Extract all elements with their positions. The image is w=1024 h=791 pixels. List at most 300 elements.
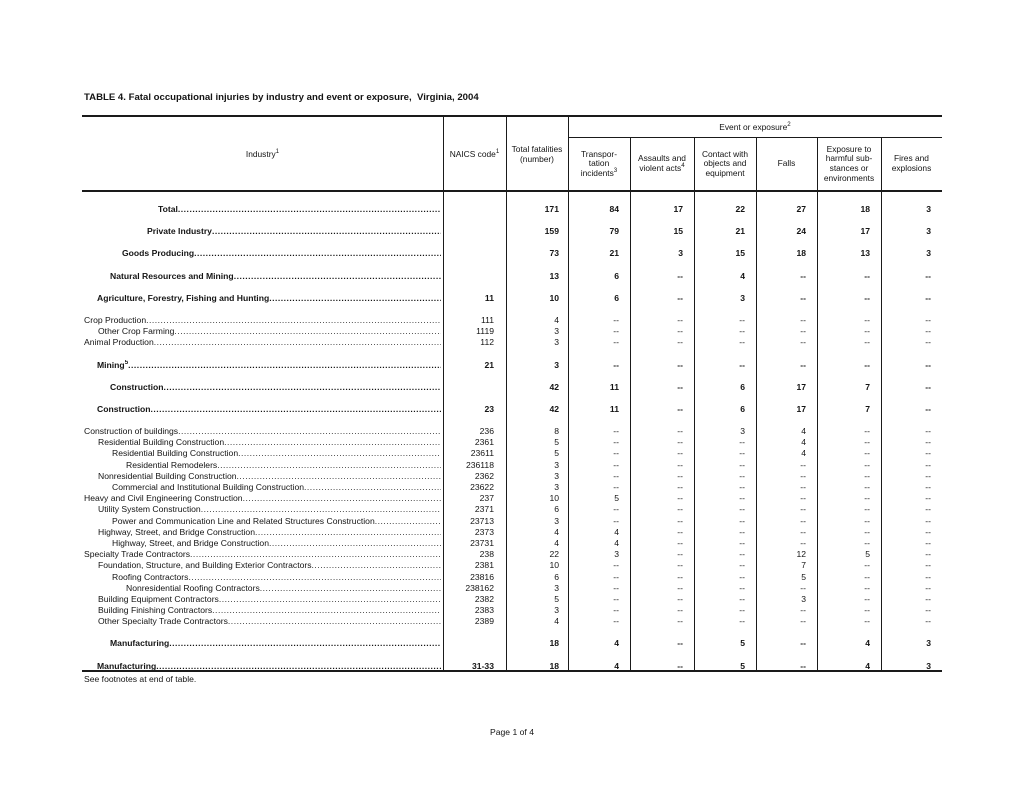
naics-code-cell: 23816 bbox=[470, 571, 494, 582]
event-value-cell: 7 bbox=[801, 560, 806, 571]
event-value-cell: -- bbox=[613, 616, 619, 627]
event-value-cell: 4 bbox=[740, 270, 745, 281]
event-value-cell: -- bbox=[925, 359, 931, 370]
table-row bbox=[82, 337, 942, 348]
total-fatalities-cell: 18 bbox=[549, 638, 559, 649]
event-value-cell: -- bbox=[677, 549, 683, 560]
event-column-headers bbox=[568, 138, 942, 190]
event-value-cell: -- bbox=[864, 482, 870, 492]
naics-code-cell bbox=[443, 382, 506, 393]
industry-cell: Highway, Street, and Bridge Construction ..... bbox=[82, 527, 443, 538]
event-value-cell: -- bbox=[800, 337, 806, 348]
industry-cell: Residential Building Construction ..... bbox=[82, 448, 443, 459]
table-row bbox=[82, 315, 942, 326]
event-value-cell: -- bbox=[800, 314, 806, 325]
event-value-cell: -- bbox=[739, 582, 745, 593]
event-value-cell: -- bbox=[677, 493, 683, 504]
event-value-cell: 27 bbox=[796, 204, 806, 214]
event-value-cell: 4 bbox=[614, 638, 619, 649]
industry-cell: Construction of buildings ..... bbox=[82, 426, 443, 437]
event-value-cell: 21 bbox=[735, 226, 745, 237]
event-value-cell: -- bbox=[925, 571, 931, 582]
event-value-cell: -- bbox=[800, 515, 806, 526]
naics-code-cell: 23611 bbox=[470, 448, 494, 459]
industry-cell: Specialty Trade Contractors ..... bbox=[82, 549, 443, 560]
event-value-cell: -- bbox=[677, 359, 683, 370]
total-fatalities-cell: 73 bbox=[549, 248, 559, 259]
event-value-cell: -- bbox=[739, 470, 745, 481]
event-value-cell: -- bbox=[677, 314, 683, 325]
total-fatalities-cell: 42 bbox=[549, 403, 559, 414]
event-value-cell: -- bbox=[925, 403, 931, 414]
column-rule bbox=[756, 137, 757, 672]
event-value-cell: -- bbox=[677, 526, 683, 537]
industry-cell: Building Equipment Contractors ..... bbox=[82, 594, 443, 605]
event-value-cell: 15 bbox=[673, 226, 683, 237]
total-fatalities-cell: 18 bbox=[549, 660, 559, 671]
event-value-cell: -- bbox=[800, 537, 806, 548]
dot-leader bbox=[201, 504, 441, 515]
dot-leader bbox=[212, 605, 441, 616]
event-value-cell: 12 bbox=[796, 549, 806, 560]
event-value-cell: -- bbox=[864, 515, 870, 526]
event-value-cell: 22 bbox=[735, 204, 745, 214]
dot-leader bbox=[237, 471, 441, 482]
naics-code-column-header: NAICS code$^1$ bbox=[449, 147, 500, 159]
event-value-cell: -- bbox=[800, 326, 806, 337]
event-value-cell: -- bbox=[864, 616, 870, 627]
total-fatalities-cell: 5 bbox=[554, 437, 559, 448]
event-value-cell: 6 bbox=[740, 381, 745, 392]
naics-code-cell: 2382 bbox=[474, 593, 494, 604]
event-value-cell: -- bbox=[677, 337, 683, 348]
event-value-cell: -- bbox=[864, 593, 870, 604]
event-value-cell: -- bbox=[739, 448, 745, 459]
industry-cell: Heavy and Civil Engineering Construction ..... bbox=[82, 493, 443, 504]
event-value-cell: -- bbox=[800, 582, 806, 593]
total-fatalities-cell: 10 bbox=[549, 493, 559, 504]
event-value-cell: -- bbox=[864, 437, 870, 448]
event-column-header: Contact with objects and equipment bbox=[701, 148, 749, 178]
table-row bbox=[82, 271, 942, 282]
table-row bbox=[82, 248, 942, 259]
dot-leader bbox=[243, 493, 441, 504]
event-value-cell: 3 bbox=[678, 248, 683, 259]
footnote-marker: 1 bbox=[495, 147, 500, 155]
event-value-cell: -- bbox=[800, 660, 806, 671]
table-row bbox=[82, 638, 942, 649]
total-fatalities-cell: 4 bbox=[554, 526, 559, 537]
event-value-cell: -- bbox=[739, 515, 745, 526]
event-value-cell: -- bbox=[864, 426, 870, 437]
industry-cell: Nonresidential Roofing Contractors ..... bbox=[82, 583, 443, 594]
event-value-cell: -- bbox=[800, 359, 806, 370]
table-row bbox=[82, 527, 942, 538]
naics-code-cell: 23622 bbox=[470, 482, 494, 492]
event-value-cell: -- bbox=[739, 605, 745, 616]
event-value-cell: -- bbox=[677, 292, 683, 303]
table-row bbox=[82, 471, 942, 482]
industry-cell: Other Specialty Trade Contractors ..... bbox=[82, 616, 443, 627]
dot-leader bbox=[238, 448, 441, 459]
event-value-cell: -- bbox=[739, 359, 745, 370]
event-value-cell: 3 bbox=[926, 226, 931, 237]
industry-cell: Residential Building Construction ..... bbox=[82, 437, 443, 448]
event-value-cell: 11 bbox=[609, 381, 619, 392]
dot-leader bbox=[228, 616, 441, 627]
naics-code-cell: 2361 bbox=[474, 437, 494, 448]
dot-leader bbox=[174, 326, 441, 337]
table-row bbox=[82, 572, 942, 583]
dot-leader bbox=[375, 516, 441, 527]
event-value-cell: 6 bbox=[614, 270, 619, 281]
event-value-cell: -- bbox=[925, 482, 931, 492]
event-value-cell: -- bbox=[613, 515, 619, 526]
event-value-cell: 4 bbox=[801, 437, 806, 448]
column-rule bbox=[630, 137, 631, 672]
naics-code-cell: 2371 bbox=[474, 504, 494, 515]
naics-code-cell: 237 bbox=[479, 493, 494, 504]
event-value-cell: -- bbox=[677, 605, 683, 616]
naics-code-cell: 23713 bbox=[470, 515, 494, 526]
event-value-cell: 3 bbox=[926, 248, 931, 259]
naics-code-cell: 11 bbox=[484, 292, 494, 303]
event-value-cell: -- bbox=[864, 470, 870, 481]
table-row bbox=[82, 426, 942, 437]
event-value-cell: -- bbox=[677, 426, 683, 437]
event-value-cell: -- bbox=[864, 314, 870, 325]
event-value-cell: 4 bbox=[614, 526, 619, 537]
industry-cell: Construction ..... bbox=[82, 404, 443, 415]
table-body bbox=[82, 192, 942, 672]
total-fatalities-cell: 3 bbox=[554, 359, 559, 370]
dot-leader bbox=[178, 426, 441, 437]
total-fatalities-cell: 5 bbox=[554, 593, 559, 604]
naics-code-cell: 2383 bbox=[474, 605, 494, 616]
event-value-cell: -- bbox=[613, 571, 619, 582]
event-value-cell: -- bbox=[677, 616, 683, 627]
event-value-cell: -- bbox=[739, 326, 745, 337]
event-value-cell: 11 bbox=[609, 403, 619, 414]
table-row bbox=[82, 583, 942, 594]
event-value-cell: -- bbox=[925, 493, 931, 504]
event-value-cell: -- bbox=[864, 605, 870, 616]
page-number: Page 1 of 4 bbox=[490, 727, 534, 737]
event-value-cell: -- bbox=[800, 493, 806, 504]
industry-cell: Residential Remodelers ..... bbox=[82, 460, 443, 471]
event-value-cell: -- bbox=[925, 326, 931, 337]
table-row bbox=[82, 493, 942, 504]
event-value-cell: -- bbox=[677, 403, 683, 414]
event-value-cell: -- bbox=[739, 526, 745, 537]
event-value-cell: 5 bbox=[740, 660, 745, 671]
naics-code-cell bbox=[443, 226, 506, 237]
table-title: TABLE 4. Fatal occupational injuries by industry and event or exposure, Virginia, 2004 bbox=[84, 92, 479, 103]
event-value-cell: -- bbox=[739, 493, 745, 504]
naics-code-cell: 236118 bbox=[465, 459, 494, 470]
event-value-cell: 21 bbox=[609, 248, 619, 259]
event-value-cell: -- bbox=[739, 314, 745, 325]
event-value-cell: 79 bbox=[609, 226, 619, 237]
event-value-cell: 4 bbox=[865, 660, 870, 671]
event-value-cell: 18 bbox=[796, 248, 806, 259]
naics-code-cell: 1119 bbox=[476, 326, 494, 337]
industry-cell: Foundation, Structure, and Building Exterior Contractors ..... bbox=[82, 560, 443, 571]
table-row bbox=[82, 504, 942, 515]
event-value-cell: 6 bbox=[740, 403, 745, 414]
event-value-cell: 17 bbox=[796, 403, 806, 414]
dot-leader bbox=[169, 638, 441, 649]
event-column-header: Transpor- tation incidents$^3$ bbox=[580, 148, 618, 178]
event-value-cell: -- bbox=[800, 504, 806, 515]
event-value-cell: -- bbox=[677, 437, 683, 448]
footnote-marker: 4 bbox=[681, 162, 685, 170]
event-value-cell: -- bbox=[864, 582, 870, 593]
event-value-cell: -- bbox=[925, 526, 931, 537]
industry-cell: Goods Producing ..... bbox=[82, 248, 443, 259]
event-value-cell: -- bbox=[925, 292, 931, 303]
table-row bbox=[82, 437, 942, 448]
event-value-cell: -- bbox=[613, 605, 619, 616]
dot-leader bbox=[178, 204, 441, 215]
event-value-cell: -- bbox=[800, 638, 806, 649]
naics-code-cell: 112 bbox=[480, 337, 494, 348]
table-header bbox=[82, 115, 942, 192]
event-value-cell: -- bbox=[925, 381, 931, 392]
naics-code-cell bbox=[443, 248, 506, 259]
event-value-cell: -- bbox=[925, 426, 931, 437]
event-value-cell: 18 bbox=[860, 204, 870, 214]
event-value-cell: -- bbox=[800, 605, 806, 616]
total-fatalities-cell: 22 bbox=[549, 549, 559, 560]
event-value-cell: -- bbox=[864, 493, 870, 504]
event-value-cell: -- bbox=[613, 482, 619, 492]
event-value-cell: -- bbox=[864, 571, 870, 582]
event-value-cell: -- bbox=[925, 448, 931, 459]
event-value-cell: -- bbox=[800, 459, 806, 470]
industry-cell: Crop Production ..... bbox=[82, 315, 443, 326]
dot-leader bbox=[234, 271, 441, 282]
naics-code-cell: 23 bbox=[484, 403, 494, 414]
event-value-cell: -- bbox=[677, 448, 683, 459]
event-value-cell: 17 bbox=[796, 381, 806, 392]
dot-leader bbox=[163, 382, 441, 393]
event-value-cell: -- bbox=[925, 504, 931, 515]
event-value-cell: -- bbox=[613, 459, 619, 470]
industry-cell: Commercial and Institutional Building Construction ..... bbox=[82, 482, 443, 493]
event-value-cell: -- bbox=[677, 326, 683, 337]
naics-code-cell: 23731 bbox=[470, 537, 494, 548]
dot-leader bbox=[255, 527, 441, 538]
industry-cell: Utility System Construction ..... bbox=[82, 504, 443, 515]
total-fatalities-cell: 10 bbox=[549, 292, 559, 303]
event-value-cell: -- bbox=[613, 326, 619, 337]
column-rule bbox=[694, 137, 695, 672]
dot-leader bbox=[146, 315, 441, 326]
fatalities-table bbox=[82, 115, 942, 672]
dot-leader bbox=[217, 460, 441, 471]
total-fatalities-cell: 3 bbox=[554, 470, 559, 481]
naics-code-cell: 111 bbox=[480, 314, 494, 325]
dot-leader bbox=[190, 549, 441, 560]
event-value-cell: -- bbox=[739, 571, 745, 582]
industry-cell: Natural Resources and Mining ..... bbox=[82, 271, 443, 282]
event-value-cell: -- bbox=[925, 314, 931, 325]
industry-column-header: Industry$^1$ bbox=[245, 147, 280, 159]
event-value-cell: 15 bbox=[735, 248, 745, 259]
event-value-cell: -- bbox=[739, 593, 745, 604]
event-value-cell: 17 bbox=[860, 226, 870, 237]
total-fatalities-column-header: Total fatalities (number) bbox=[511, 143, 563, 164]
dot-leader bbox=[128, 360, 441, 371]
total-fatalities-cell: 171 bbox=[544, 204, 559, 214]
event-value-cell: -- bbox=[613, 359, 619, 370]
event-value-cell: -- bbox=[864, 448, 870, 459]
event-value-cell: -- bbox=[613, 337, 619, 348]
event-value-cell: 7 bbox=[865, 403, 870, 414]
industry-cell: Total ..... bbox=[82, 204, 443, 215]
naics-code-cell: 2362 bbox=[474, 470, 494, 481]
table-row bbox=[82, 560, 942, 571]
dot-leader bbox=[219, 594, 441, 605]
event-value-cell: -- bbox=[925, 459, 931, 470]
event-value-cell: -- bbox=[739, 537, 745, 548]
naics-code-cell bbox=[443, 638, 506, 649]
event-or-exposure-label: Event or exposure$^2$ bbox=[568, 117, 942, 138]
event-value-cell: -- bbox=[925, 616, 931, 627]
event-value-cell: -- bbox=[864, 337, 870, 348]
event-value-cell: -- bbox=[613, 582, 619, 593]
event-value-cell: -- bbox=[613, 504, 619, 515]
table-row bbox=[82, 516, 942, 527]
industry-cell: Other Crop Farming ..... bbox=[82, 326, 443, 337]
event-value-cell: 4 bbox=[801, 448, 806, 459]
event-value-cell: -- bbox=[677, 482, 683, 492]
table-row bbox=[82, 616, 942, 627]
event-value-cell: -- bbox=[613, 593, 619, 604]
event-value-cell: 3 bbox=[801, 593, 806, 604]
table-row bbox=[82, 538, 942, 549]
event-value-cell: -- bbox=[864, 459, 870, 470]
industry-cell: Agriculture, Forestry, Fishing and Hunting ..... bbox=[82, 293, 443, 304]
industry-cell: Manufacturing ..... bbox=[82, 638, 443, 649]
industry-cell: Power and Communication Line and Related Structures Construction ..... bbox=[82, 516, 443, 527]
dot-leader bbox=[212, 226, 441, 237]
event-value-cell: -- bbox=[677, 459, 683, 470]
dot-leader bbox=[269, 293, 441, 304]
column-rule bbox=[817, 137, 818, 672]
event-value-cell: -- bbox=[925, 337, 931, 348]
event-value-cell: -- bbox=[925, 549, 931, 560]
industry-cell: Mining$^5$ ..... bbox=[82, 360, 443, 371]
dot-leader bbox=[194, 248, 441, 259]
event-value-cell: -- bbox=[864, 292, 870, 303]
event-value-cell: -- bbox=[613, 314, 619, 325]
event-value-cell: -- bbox=[864, 537, 870, 548]
table-row bbox=[82, 460, 942, 471]
event-value-cell: 84 bbox=[609, 204, 619, 214]
total-fatalities-cell: 13 bbox=[549, 270, 559, 281]
event-value-cell: -- bbox=[864, 270, 870, 281]
naics-code-cell: 238162 bbox=[465, 582, 494, 593]
total-fatalities-cell: 6 bbox=[554, 571, 559, 582]
event-column-header: Exposure to harmful sub- stances or environments bbox=[823, 143, 875, 183]
total-fatalities-cell: 3 bbox=[554, 605, 559, 616]
event-value-cell: -- bbox=[677, 660, 683, 671]
total-fatalities-cell: 3 bbox=[554, 482, 559, 492]
event-value-cell: -- bbox=[925, 605, 931, 616]
industry-cell: Nonresidential Building Construction ..... bbox=[82, 471, 443, 482]
event-value-cell: 4 bbox=[614, 660, 619, 671]
total-fatalities-cell: 3 bbox=[554, 582, 559, 593]
event-value-cell: 5 bbox=[801, 571, 806, 582]
industry-cell: Highway, Street, and Bridge Construction ..... bbox=[82, 538, 443, 549]
total-fatalities-cell: 159 bbox=[544, 226, 559, 237]
column-rule bbox=[881, 137, 882, 672]
event-value-cell: -- bbox=[925, 437, 931, 448]
event-value-cell: 3 bbox=[926, 204, 931, 214]
column-rule bbox=[568, 115, 569, 672]
event-value-cell: -- bbox=[800, 616, 806, 627]
footnote-marker: 3 bbox=[613, 167, 618, 174]
event-value-cell: -- bbox=[864, 359, 870, 370]
event-value-cell: -- bbox=[677, 571, 683, 582]
event-value-cell: -- bbox=[739, 549, 745, 560]
dot-leader bbox=[156, 661, 441, 672]
industry-cell: Manufacturing ..... bbox=[82, 661, 443, 672]
industry-cell: Roofing Contractors ..... bbox=[82, 572, 443, 583]
footnote-marker: 1 bbox=[275, 147, 280, 155]
event-value-cell: -- bbox=[864, 526, 870, 537]
event-column-header: Falls bbox=[777, 158, 796, 169]
event-value-cell: -- bbox=[925, 515, 931, 526]
dot-leader bbox=[260, 583, 441, 594]
event-value-cell: -- bbox=[739, 459, 745, 470]
total-fatalities-cell: 3 bbox=[554, 326, 559, 337]
event-column-header: Assaults and violent acts$^4$ bbox=[638, 153, 686, 173]
table-row bbox=[82, 226, 942, 237]
industry-cell: Animal Production ..... bbox=[82, 337, 443, 348]
event-value-cell: 24 bbox=[796, 226, 806, 237]
total-fatalities-cell: 8 bbox=[554, 426, 559, 437]
naics-code-cell: 2389 bbox=[474, 616, 494, 627]
see-footnotes-note: See footnotes at end of table. bbox=[84, 674, 197, 684]
event-value-cell: -- bbox=[800, 292, 806, 303]
event-value-cell: -- bbox=[613, 560, 619, 571]
event-value-cell: -- bbox=[864, 560, 870, 571]
column-rule bbox=[506, 115, 507, 672]
event-value-cell: -- bbox=[925, 582, 931, 593]
event-value-cell: -- bbox=[739, 482, 745, 492]
event-value-cell: 6 bbox=[614, 292, 619, 303]
table-row bbox=[82, 605, 942, 616]
table-row bbox=[82, 549, 942, 560]
event-value-cell: 13 bbox=[860, 248, 870, 259]
table-row bbox=[82, 293, 942, 304]
event-value-cell: 3 bbox=[740, 426, 745, 437]
event-value-cell: 3 bbox=[614, 549, 619, 560]
dot-leader bbox=[304, 482, 441, 493]
event-value-cell: 3 bbox=[926, 638, 931, 649]
total-fatalities-cell: 3 bbox=[554, 459, 559, 470]
naics-code-cell: 2381 bbox=[474, 560, 494, 571]
event-value-cell: -- bbox=[677, 515, 683, 526]
event-value-cell: 3 bbox=[740, 292, 745, 303]
event-value-cell: -- bbox=[739, 560, 745, 571]
dot-leader bbox=[154, 337, 441, 348]
event-value-cell: -- bbox=[677, 504, 683, 515]
total-fatalities-cell: 3 bbox=[554, 337, 559, 348]
